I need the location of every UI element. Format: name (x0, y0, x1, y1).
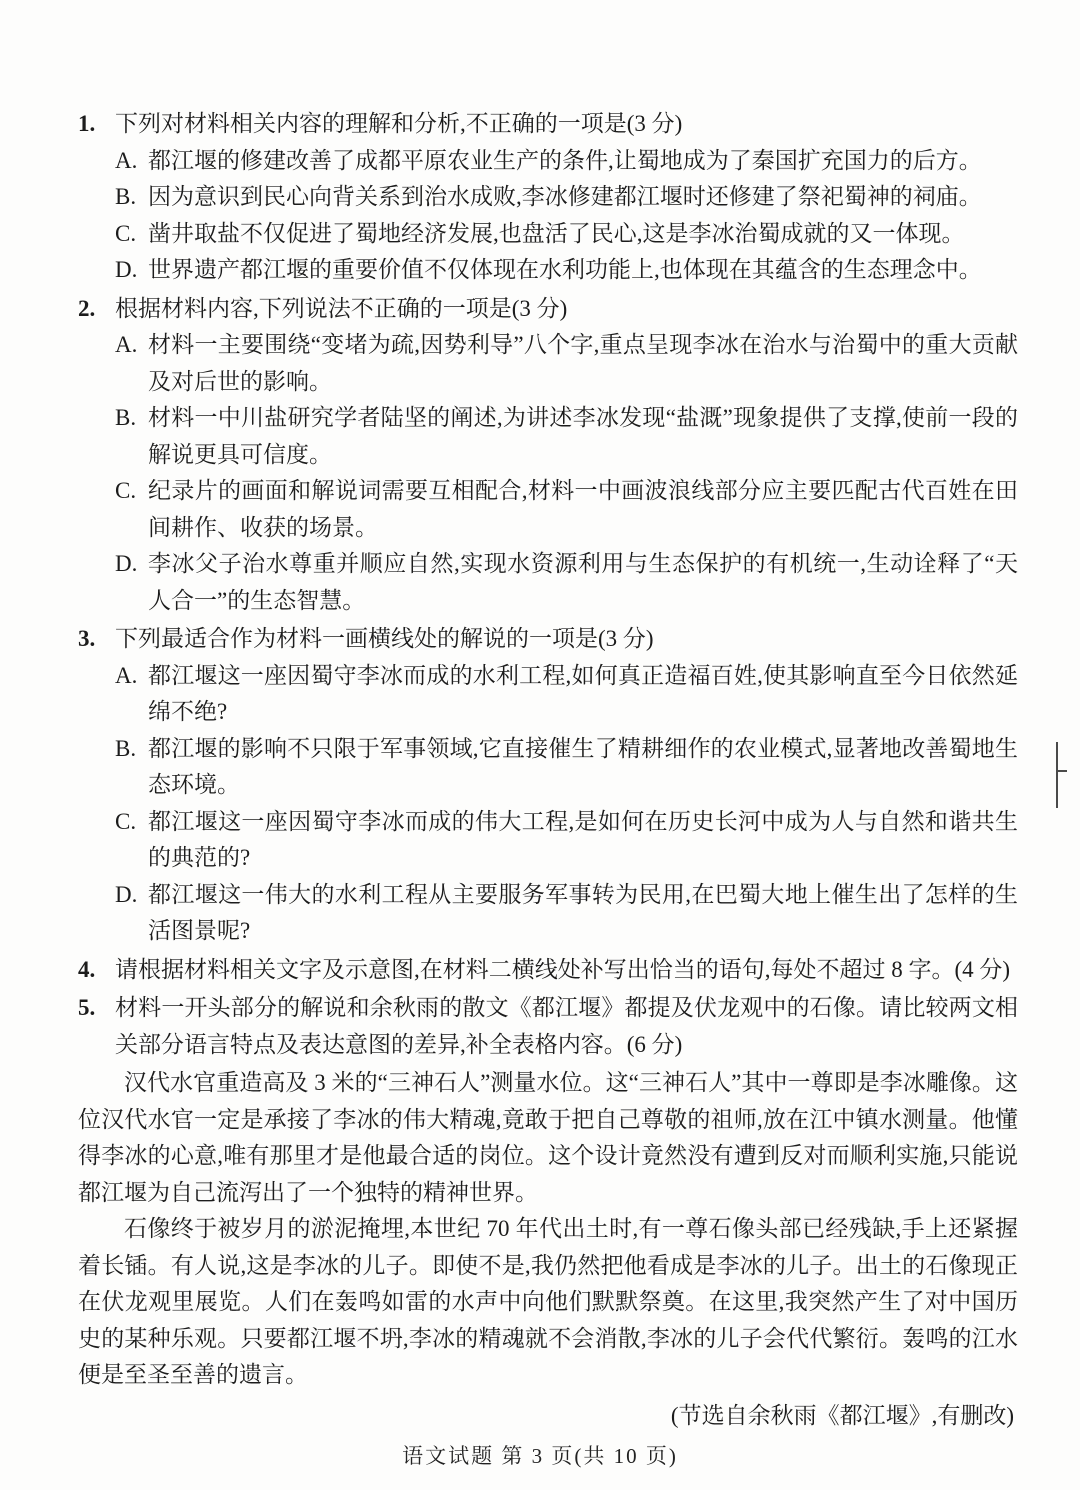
option-letter: A. (115, 147, 138, 173)
question-1 (78, 106, 1018, 289)
binding-mark (1056, 742, 1058, 808)
passage-attribution: (节选自余秋雨《都江堰》,有删改) (670, 1402, 1014, 1428)
passage-paragraph-2: 石像终于被岁月的淤泥掩埋,本世纪 70 年代出土时,有一尊石像头部已经残缺,手上还紧握着长锸。有人说,这是李冰的儿子。即使不是,我仍然把他看成是李冰的儿子。出土的石像现正在伏龙观里展览。人们在轰鸣如雷的水声中向他们默默祭奠。在这里,我突然产生了对中国历史的某种乐观。只要都江堰不坍,李冰的精魂就不会消散,李冰的儿子会代代繁衍。轰鸣的江水便是至圣至善的遗言。 (78, 1216, 1018, 1387)
option-letter: C. (115, 220, 137, 246)
option-b (115, 731, 1018, 804)
question-stem: 下列对材料相关内容的理解和分析,不正确的一项是(3 分) (115, 111, 683, 136)
question-5 (78, 990, 1018, 1063)
option-d (115, 877, 1018, 950)
question-3-options (115, 658, 1018, 950)
question-2-options (115, 327, 1018, 619)
question-4 (78, 952, 1018, 989)
option-text: 世界遗产都江堰的重要价值不仅体现在水利功能上,也体现在其蕴含的生态理念中。 (148, 257, 982, 282)
option-d (115, 546, 1018, 619)
option-c (115, 473, 1018, 546)
option-text: 材料一主要围绕“变堵为疏,因势利导”八个字,重点呈现李冰在治水与治蜀中的重大贡献及对后世的影响。 (148, 332, 1018, 394)
option-text: 都江堰这一座因蜀守李冰而成的伟大工程,是如何在历史长河中成为人与自然和谐共生的典范的? (148, 808, 1018, 870)
option-text: 都江堰的修建改善了成都平原农业生产的条件,让蜀地成为了秦国扩充国力的后方。 (148, 147, 982, 173)
option-a (115, 658, 1018, 731)
question-number: 4. (78, 956, 96, 982)
passage-excerpt (78, 1065, 1018, 1394)
option-text: 都江堰这一座因蜀守李冰而成的水利工程,如何真正造福百姓,使其影响直至今日依然延绵不绝? (148, 662, 1018, 724)
option-text: 都江堰这一伟大的水利工程从主要服务军事转为民用,在巴蜀大地上催生出了怎样的生活图景呢? (148, 881, 1018, 943)
question-2-head (78, 291, 1018, 328)
option-c (115, 804, 1018, 877)
question-stem: 请根据材料相关文字及示意图,在材料二横线处补写出恰当的语句,每处不超过 8 字。(4 分) (115, 956, 1011, 982)
question-3-head (78, 621, 1018, 658)
option-text: 都江堰的影响不只限于军事领域,它直接催生了精耕细作的农业模式,显著地改善蜀地生态环境。 (148, 735, 1018, 797)
option-b (115, 179, 1018, 216)
option-letter: B. (115, 405, 137, 430)
option-letter: C. (115, 808, 137, 834)
option-letter: D. (115, 257, 138, 282)
question-stem: 下列最适合作为材料一画横线处的解说的一项是(3 分) (115, 626, 654, 651)
option-text: 纪录片的画面和解说词需要互相配合,材料一中画波浪线部分应主要匹配古代百姓在田间耕作、收获的场景。 (148, 478, 1018, 540)
option-b (115, 400, 1018, 473)
option-d (115, 252, 1018, 289)
option-text: 因为意识到民心向背关系到治水成败,李冰修建都江堰时还修建了祭祀蜀神的祠庙。 (148, 184, 982, 209)
question-1-head (78, 106, 1018, 143)
page-footer: 语文试题 第 3 页(共 10 页) (402, 1443, 678, 1468)
question-number: 1. (78, 111, 96, 136)
option-letter: D. (115, 551, 138, 576)
question-3 (78, 621, 1018, 950)
option-letter: D. (115, 881, 138, 907)
option-letter: A. (115, 332, 138, 357)
option-text: 李冰父子治水尊重并顺应自然,实现水资源利用与生态保护的有机统一,生动诠释了“天人合一”的生态智慧。 (148, 551, 1018, 613)
exam-content (78, 106, 1018, 1434)
option-letter: C. (115, 478, 137, 503)
option-a (115, 327, 1018, 400)
question-1-options (115, 143, 1018, 289)
option-letter: A. (115, 662, 138, 688)
question-number: 5. (78, 995, 96, 1020)
question-4-head (78, 952, 1018, 989)
question-stem: 根据材料内容,下列说法不正确的一项是(3 分) (115, 295, 568, 321)
passage-paragraph-1: 汉代水官重造高及 3 米的“三神石人”测量水位。这“三神石人”其中一尊即是李冰雕像。这位汉代水官一定是承接了李冰的伟大精魂,竟敢于把自己尊敬的祖师,放在江中镇水测量。他懂得李冰的心意,唯有那里才是他最合适的岗位。这个设计竟然没有遭到反对而顺利实施,只能说都江堰为自己流泻出了一个独特的精神世界。 (78, 1070, 1018, 1205)
question-number: 2. (78, 295, 96, 321)
question-number: 3. (78, 626, 96, 651)
question-5-head (78, 990, 1018, 1063)
option-c (115, 216, 1018, 253)
question-2 (78, 291, 1018, 620)
option-a (115, 143, 1018, 180)
option-text: 材料一中川盐研究学者陆坚的阐述,为讲述李冰发现“盐溉”现象提供了支撑,使前一段的解说更具可信度。 (148, 405, 1018, 467)
question-stem: 材料一开头部分的解说和余秋雨的散文《都江堰》都提及伏龙观中的石像。请比较两文相关部分语言特点及表达意图的差异,补全表格内容。(6 分) (115, 995, 1018, 1057)
option-letter: B. (115, 184, 137, 209)
option-text: 凿井取盐不仅促进了蜀地经济发展,也盘活了民心,这是李冰治蜀成就的又一体现。 (148, 220, 965, 246)
option-letter: B. (115, 735, 137, 761)
